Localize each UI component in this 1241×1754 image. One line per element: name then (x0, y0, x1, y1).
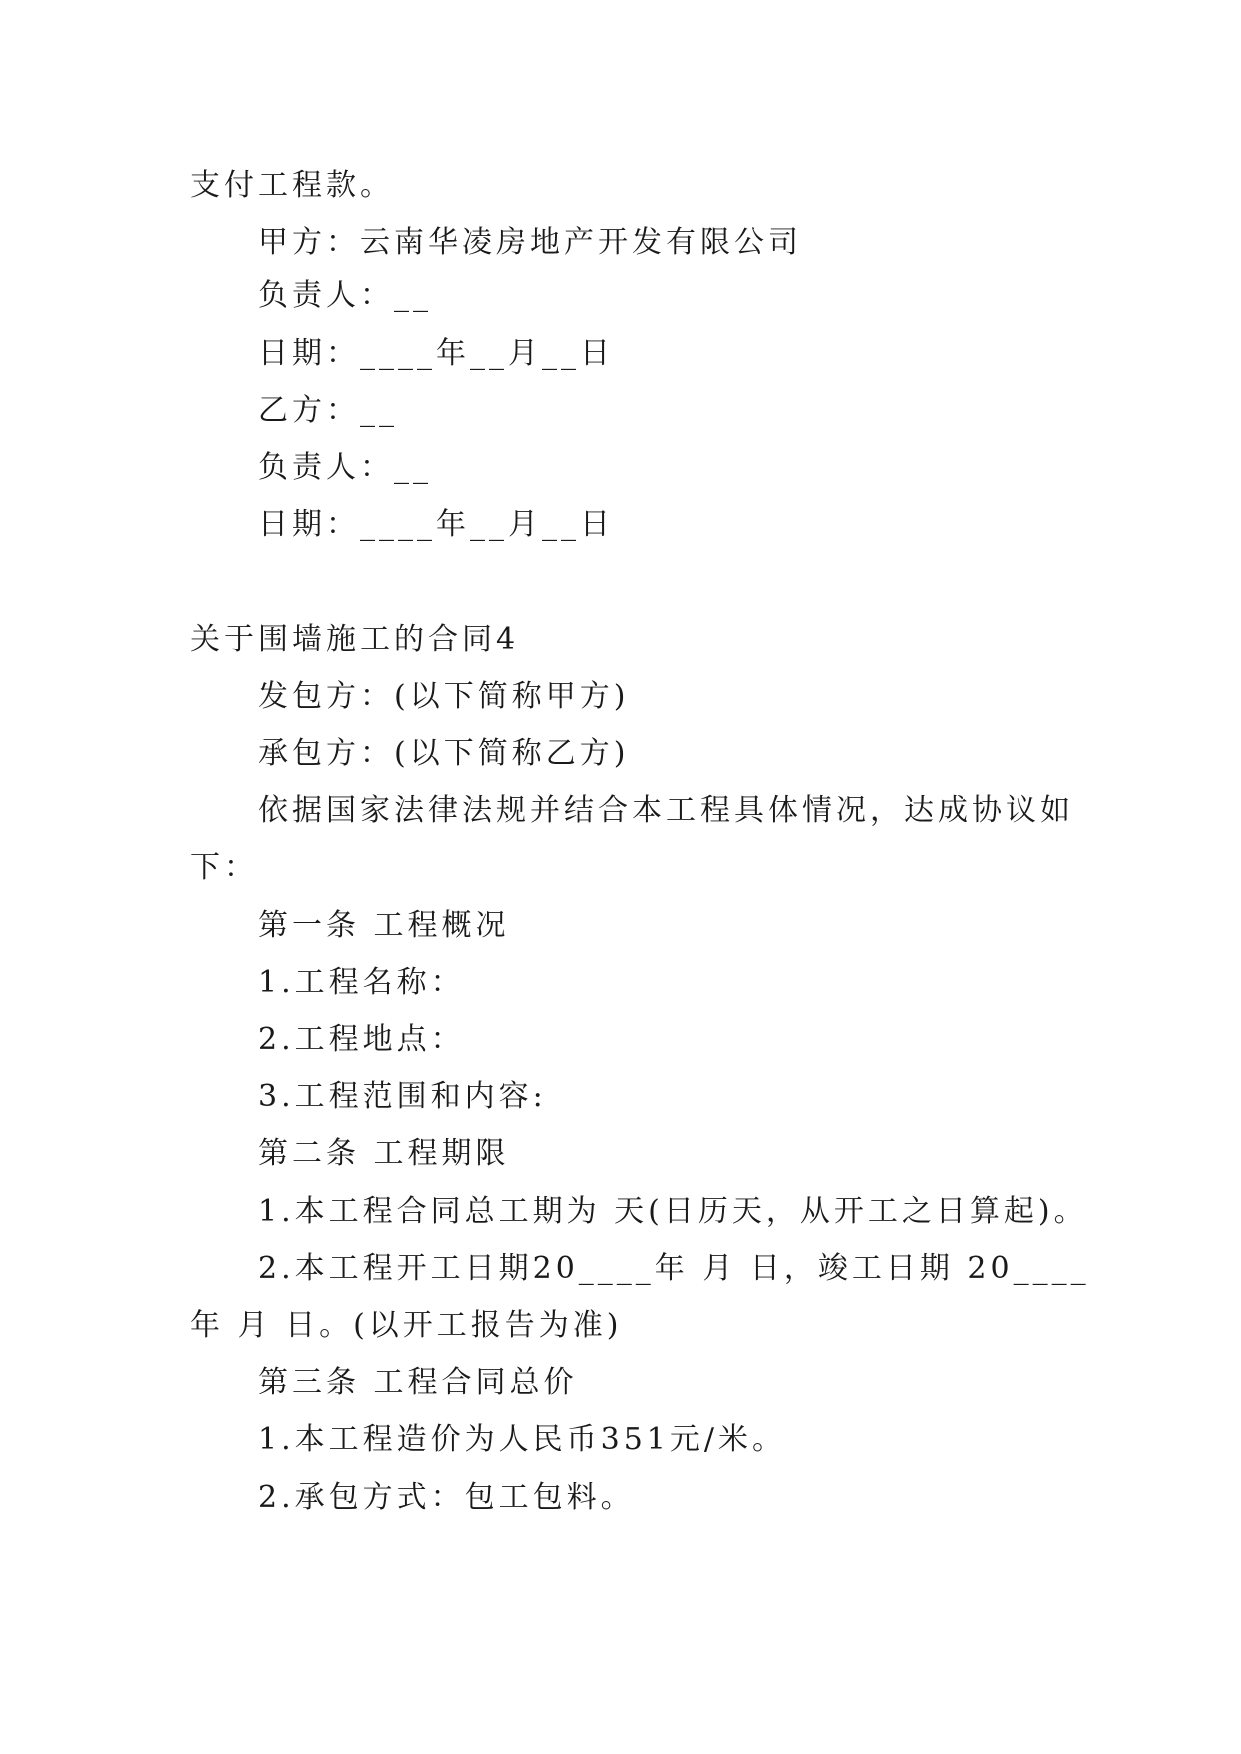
clause-item-continued: 年 月 日。(以开工报告为准) (190, 1308, 623, 1343)
agreement-intro: 依据国家法律法规并结合本工程具体情况，达成协议如 (258, 793, 1074, 828)
clause-item: 2.承包方式：包工包料。 (258, 1480, 635, 1515)
clause-item: 2.工程地点： (258, 1022, 465, 1057)
party-a-name: 甲方：云南华凌房地产开发有限公司 (258, 225, 802, 260)
contractee-line: 承包方：(以下简称乙方) (258, 736, 630, 771)
article-heading: 第一条 工程概况 (258, 908, 510, 943)
section-title: 关于围墙施工的合同4 (190, 622, 520, 657)
party-b-name: 乙方：__ (258, 393, 398, 428)
text-line: 支付工程款。 (190, 168, 394, 203)
clause-item: 3.工程范围和内容: (258, 1079, 547, 1114)
clause-item: 1.本工程造价为人民币351元/米。 (258, 1422, 786, 1457)
party-b-date: 日期：____年__月__日 (258, 507, 614, 542)
agreement-intro-continued: 下： (190, 850, 258, 885)
clause-item: 1.本工程合同总工期为 天(日历天，从开工之日算起)。 (258, 1194, 1088, 1229)
party-a-representative: 负责人：__ (258, 278, 432, 313)
clause-item: 2.本工程开工日期20____年 月 日，竣工日期 20____ (258, 1251, 1090, 1286)
clause-item: 1.工程名称： (258, 965, 465, 1000)
article-heading: 第二条 工程期限 (258, 1136, 510, 1171)
contractor-line: 发包方：(以下简称甲方) (258, 679, 630, 714)
article-heading: 第三条 工程合同总价 (258, 1365, 578, 1400)
party-b-representative: 负责人：__ (258, 450, 432, 485)
party-a-date: 日期：____年__月__日 (258, 336, 614, 371)
